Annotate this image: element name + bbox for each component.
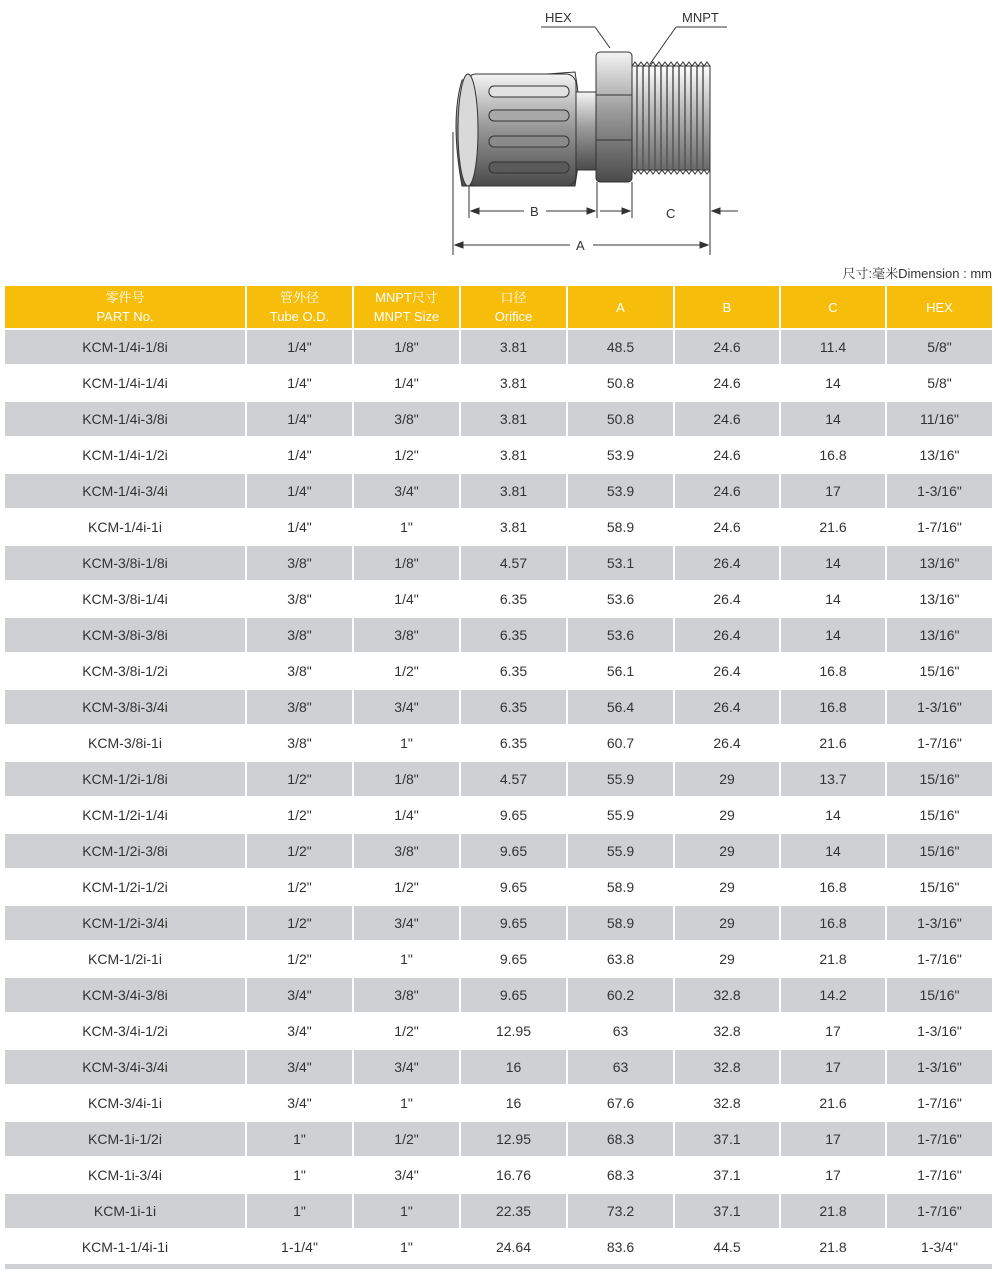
cell-tube-od: 3/4" [246,1049,353,1085]
cell-tube-od: 1/4" [246,401,353,437]
table-row [5,1085,992,1121]
fitting-drawing [0,0,1000,265]
cell-mnpt-size: 3/8" [353,401,460,437]
cell-dim-a: 53.6 [567,617,674,653]
cell-dim-a: 55.9 [567,797,674,833]
cell-dim-b: 24.6 [674,473,780,509]
cell-orifice: 16 [460,1085,567,1121]
cell-mnpt-size: 1/4" [353,581,460,617]
cell-orifice: 4.57 [460,545,567,581]
cell-mnpt-size: 3/4" [353,1157,460,1193]
cell-dim-a: 58.9 [567,509,674,545]
cell-hex: 1-3/16" [886,473,992,509]
cell-dim-c: 16.8 [780,689,886,725]
cell-dim-b: 37.1 [674,1193,780,1229]
cell-tube-od: 1/2" [246,761,353,797]
cell-dim-c: 21.8 [780,941,886,977]
cell-orifice: 6.35 [460,617,567,653]
dimension-unit-note: 尺寸:毫米Dimension : mm [842,266,992,281]
cell-dim-c: 17 [780,1013,886,1049]
cell-dim-a: 60.2 [567,977,674,1013]
table-row [5,941,992,977]
cell-hex: 1-3/4" [886,1229,992,1264]
cell-hex: 1-3/16" [886,905,992,941]
cell-hex: 13/16" [886,617,992,653]
table-row [5,473,992,509]
mnpt-callout [650,27,727,64]
cell-part-no: KCM-1i-1i [5,1193,246,1229]
cell-hex: 1-7/16" [886,941,992,977]
table-row [5,329,992,365]
cell-dim-b: 29 [674,905,780,941]
cell-mnpt-size: 1/8" [353,329,460,365]
cell-dim-a: 53.9 [567,473,674,509]
table-row [5,1013,992,1049]
cell-part-no: KCM-3/8i-1/8i [5,545,246,581]
cell-part-no: KCM-3/8i-3/4i [5,689,246,725]
cell-dim-b: 37.1 [674,1121,780,1157]
cell-hex: 1-3/16" [886,1013,992,1049]
cell-tube-od: 3/8" [246,617,353,653]
cell-tube-od: 3/8" [246,545,353,581]
cell-orifice: 6.35 [460,725,567,761]
cell-hex: 15/16" [886,653,992,689]
cell-part-no: KCM-1i-3/4i [5,1157,246,1193]
cell-orifice: 12.95 [460,1013,567,1049]
cell-tube-od: 3/4" [246,1013,353,1049]
cell-dim-c: 14 [780,833,886,869]
cell-dim-a: 67.6 [567,1085,674,1121]
table-header-row [5,286,992,329]
cell-orifice: 16 [460,1049,567,1085]
cell-dim-c: 21.6 [780,1085,886,1121]
cell-dim-b: 32.8 [674,1049,780,1085]
cell-dim-b: 44.5 [674,1229,780,1264]
cell-dim-b: 32.8 [674,1085,780,1121]
table-row [5,689,992,725]
table-row [5,905,992,941]
cell-mnpt-size: 1" [353,1229,460,1264]
dimension-a-label: A [576,238,585,253]
cell-dim-b: 24.6 [674,329,780,365]
cell-dim-b: 26.4 [674,617,780,653]
cell-mnpt-size: 3/4" [353,689,460,725]
cell-dim-a: 48.5 [567,329,674,365]
cell-mnpt-size: 1" [353,509,460,545]
table-row [5,545,992,581]
cell-dim-b: 26.4 [674,689,780,725]
cell-orifice: 22.35 [460,1193,567,1229]
cell-part-no: KCM-3/8i-1/2i [5,653,246,689]
cell-mnpt-size: 1" [353,725,460,761]
table-row [5,581,992,617]
cell-hex: 15/16" [886,869,992,905]
cell-part-no: KCM-1-1/4i-1i [5,1229,246,1264]
cell-orifice: 6.35 [460,653,567,689]
cell-orifice: 24.64 [460,1229,567,1264]
table-row [5,509,992,545]
cell-tube-od: 1/2" [246,905,353,941]
cell-tube-od: 1" [246,1121,353,1157]
cell-mnpt-size: 1" [353,941,460,977]
cell-part-no: KCM-3/4i-3/8i [5,977,246,1013]
cell-hex: 15/16" [886,977,992,1013]
cell-mnpt-size: 1/2" [353,1121,460,1157]
cell-dim-c: 21.6 [780,725,886,761]
cell-dim-c: 14 [780,797,886,833]
cell-mnpt-size: 3/4" [353,473,460,509]
cell-dim-a: 68.3 [567,1121,674,1157]
cell-mnpt-size: 1" [353,1193,460,1229]
cell-dim-b: 37.1 [674,1157,780,1193]
cell-mnpt-size: 1/4" [353,365,460,401]
cell-dim-b: 26.4 [674,725,780,761]
cell-mnpt-size: 1/2" [353,869,460,905]
cell-dim-a: 63 [567,1013,674,1049]
cell-part-no: KCM-3/8i-1/4i [5,581,246,617]
dimension-c-label: C [666,206,676,221]
table-row [5,797,992,833]
header-mnpt-size: MNPT尺寸 MNPT Size [353,286,460,329]
cell-tube-od: 1/2" [246,869,353,905]
cell-tube-od: 1/4" [246,365,353,401]
cell-mnpt-size: 1/4" [353,797,460,833]
cell-part-no: KCM-1i-1/2i [5,1121,246,1157]
cell-tube-od: 1" [246,1193,353,1229]
cell-part-no: KCM-3/4i-3/4i [5,1049,246,1085]
cell-dim-c: 16.8 [780,905,886,941]
cell-hex: 5/8" [886,365,992,401]
cell-part-no: KCM-1/2i-1/4i [5,797,246,833]
cell-dim-b: 32.8 [674,977,780,1013]
cell-hex: 13/16" [886,581,992,617]
cell-tube-od: 1-1/4" [246,1229,353,1264]
cell-orifice: 3.81 [460,365,567,401]
cell-dim-a: 55.9 [567,761,674,797]
cell-dim-a: 53.9 [567,437,674,473]
table-bottom-rule [5,1264,992,1269]
cell-mnpt-size: 3/8" [353,617,460,653]
cell-mnpt-size: 1/2" [353,653,460,689]
table-row [5,833,992,869]
cell-mnpt-size: 3/8" [353,977,460,1013]
cell-part-no: KCM-3/8i-3/8i [5,617,246,653]
cell-mnpt-size: 3/4" [353,1049,460,1085]
cell-dim-c: 21.6 [780,509,886,545]
cell-dim-c: 16.8 [780,869,886,905]
cell-dim-c: 16.8 [780,437,886,473]
cell-orifice: 6.35 [460,581,567,617]
cell-dim-c: 14.2 [780,977,886,1013]
header-orifice: 口径 Orifice [460,286,567,329]
cell-dim-a: 68.3 [567,1157,674,1193]
cell-orifice: 9.65 [460,977,567,1013]
cell-dim-b: 24.6 [674,401,780,437]
cell-tube-od: 1" [246,1157,353,1193]
cell-tube-od: 1/4" [246,473,353,509]
cell-tube-od: 3/8" [246,725,353,761]
cell-hex: 13/16" [886,545,992,581]
cell-tube-od: 1/4" [246,329,353,365]
header-tube-od: 管外径 Tube O.D. [246,286,353,329]
cell-dim-b: 24.6 [674,365,780,401]
cell-part-no: KCM-1/4i-1i [5,509,246,545]
table-row [5,1049,992,1085]
cell-tube-od: 3/4" [246,977,353,1013]
table-row [5,1193,992,1229]
cell-hex: 5/8" [886,329,992,365]
cell-part-no: KCM-1/4i-1/4i [5,365,246,401]
cell-hex: 1-7/16" [886,509,992,545]
cell-dim-b: 26.4 [674,653,780,689]
cell-mnpt-size: 1/2" [353,437,460,473]
cell-orifice: 12.95 [460,1121,567,1157]
cell-dim-b: 29 [674,761,780,797]
cell-tube-od: 3/8" [246,653,353,689]
cell-orifice: 16.76 [460,1157,567,1193]
cell-part-no: KCM-1/4i-1/8i [5,329,246,365]
header-c: C [780,286,886,329]
cell-mnpt-size: 1" [353,1085,460,1121]
table-row [5,1229,992,1264]
cell-hex: 1-7/16" [886,1121,992,1157]
cell-tube-od: 3/8" [246,689,353,725]
cell-dim-a: 50.8 [567,401,674,437]
hex-label: HEX [545,10,572,25]
table-row [5,437,992,473]
mnpt-label: MNPT [682,10,719,25]
cell-dim-c: 17 [780,1157,886,1193]
table-row [5,365,992,401]
cell-dim-a: 83.6 [567,1229,674,1264]
cell-dim-b: 26.4 [674,545,780,581]
cell-hex: 1-7/16" [886,725,992,761]
cell-dim-b: 29 [674,833,780,869]
cell-dim-b: 29 [674,869,780,905]
cell-orifice: 4.57 [460,761,567,797]
cell-dim-a: 60.7 [567,725,674,761]
cell-dim-b: 29 [674,941,780,977]
hex-callout [541,27,610,48]
cell-part-no: KCM-1/2i-3/8i [5,833,246,869]
cell-tube-od: 1/4" [246,437,353,473]
cell-dim-b: 29 [674,797,780,833]
cell-orifice: 9.65 [460,941,567,977]
cell-dim-c: 14 [780,581,886,617]
header-part-no: 零件号 PART No. [5,286,246,329]
cell-tube-od: 3/8" [246,581,353,617]
cell-part-no: KCM-1/2i-1i [5,941,246,977]
cell-dim-b: 26.4 [674,581,780,617]
cell-orifice: 9.65 [460,833,567,869]
cell-dim-c: 21.8 [780,1193,886,1229]
header-hex: HEX [886,286,992,329]
cell-dim-c: 17 [780,1049,886,1085]
cell-part-no: KCM-3/8i-1i [5,725,246,761]
cell-hex: 1-7/16" [886,1085,992,1121]
cell-tube-od: 3/4" [246,1085,353,1121]
cell-mnpt-size: 1/8" [353,545,460,581]
table-row [5,977,992,1013]
cell-dim-a: 50.8 [567,365,674,401]
hex-nut [596,52,632,182]
cell-dim-c: 16.8 [780,653,886,689]
cell-part-no: KCM-1/4i-3/8i [5,401,246,437]
cell-dim-b: 24.6 [674,437,780,473]
mnpt-thread [632,62,710,174]
cell-hex: 1-3/16" [886,1049,992,1085]
cell-hex: 15/16" [886,797,992,833]
table-row [5,617,992,653]
cell-hex: 15/16" [886,761,992,797]
cell-dim-c: 14 [780,401,886,437]
cell-part-no: KCM-1/2i-3/4i [5,905,246,941]
cell-dim-b: 32.8 [674,1013,780,1049]
cell-dim-c: 21.8 [780,1229,886,1264]
table-row [5,1157,992,1193]
cell-part-no: KCM-1/2i-1/2i [5,869,246,905]
cell-hex: 1-3/16" [886,689,992,725]
cell-orifice: 9.65 [460,869,567,905]
table-row [5,401,992,437]
cell-dim-c: 13.7 [780,761,886,797]
cell-tube-od: 1/2" [246,833,353,869]
header-a: A [567,286,674,329]
cell-dim-c: 14 [780,365,886,401]
cell-mnpt-size: 1/2" [353,1013,460,1049]
cell-orifice: 3.81 [460,473,567,509]
table-row [5,869,992,905]
cell-part-no: KCM-3/4i-1/2i [5,1013,246,1049]
cell-dim-a: 73.2 [567,1193,674,1229]
cell-part-no: KCM-1/2i-1/8i [5,761,246,797]
spec-table [5,286,992,1264]
cell-orifice: 3.81 [460,509,567,545]
cell-dim-a: 63 [567,1049,674,1085]
neck [576,92,596,170]
cell-tube-od: 1/2" [246,797,353,833]
cell-tube-od: 1/4" [246,509,353,545]
cell-dim-b: 24.6 [674,509,780,545]
header-b: B [674,286,780,329]
cell-dim-a: 53.6 [567,581,674,617]
cell-orifice: 9.65 [460,797,567,833]
cell-part-no: KCM-1/4i-3/4i [5,473,246,509]
dimension-b-label: B [530,204,539,219]
cell-orifice: 3.81 [460,437,567,473]
cell-dim-a: 56.1 [567,653,674,689]
cell-hex: 13/16" [886,437,992,473]
cell-dim-c: 17 [780,1121,886,1157]
table-row [5,725,992,761]
grip-body [456,72,580,186]
cell-orifice: 9.65 [460,905,567,941]
cell-orifice: 3.81 [460,329,567,365]
cell-dim-c: 14 [780,545,886,581]
cell-hex: 11/16" [886,401,992,437]
cell-dim-a: 58.9 [567,905,674,941]
cell-dim-a: 58.9 [567,869,674,905]
cell-hex: 1-7/16" [886,1157,992,1193]
cell-hex: 15/16" [886,833,992,869]
cell-dim-a: 56.4 [567,689,674,725]
table-row [5,1121,992,1157]
table-row [5,761,992,797]
cell-dim-c: 11.4 [780,329,886,365]
cell-hex: 1-7/16" [886,1193,992,1229]
table-row [5,653,992,689]
cell-dim-a: 53.1 [567,545,674,581]
cell-part-no: KCM-3/4i-1i [5,1085,246,1121]
cell-orifice: 6.35 [460,689,567,725]
cell-mnpt-size: 1/8" [353,761,460,797]
cell-mnpt-size: 3/4" [353,905,460,941]
cell-dim-a: 63.8 [567,941,674,977]
cell-dim-c: 14 [780,617,886,653]
cell-tube-od: 1/2" [246,941,353,977]
cell-dim-a: 55.9 [567,833,674,869]
cell-part-no: KCM-1/4i-1/2i [5,437,246,473]
cell-mnpt-size: 3/8" [353,833,460,869]
cell-dim-c: 17 [780,473,886,509]
cell-orifice: 3.81 [460,401,567,437]
